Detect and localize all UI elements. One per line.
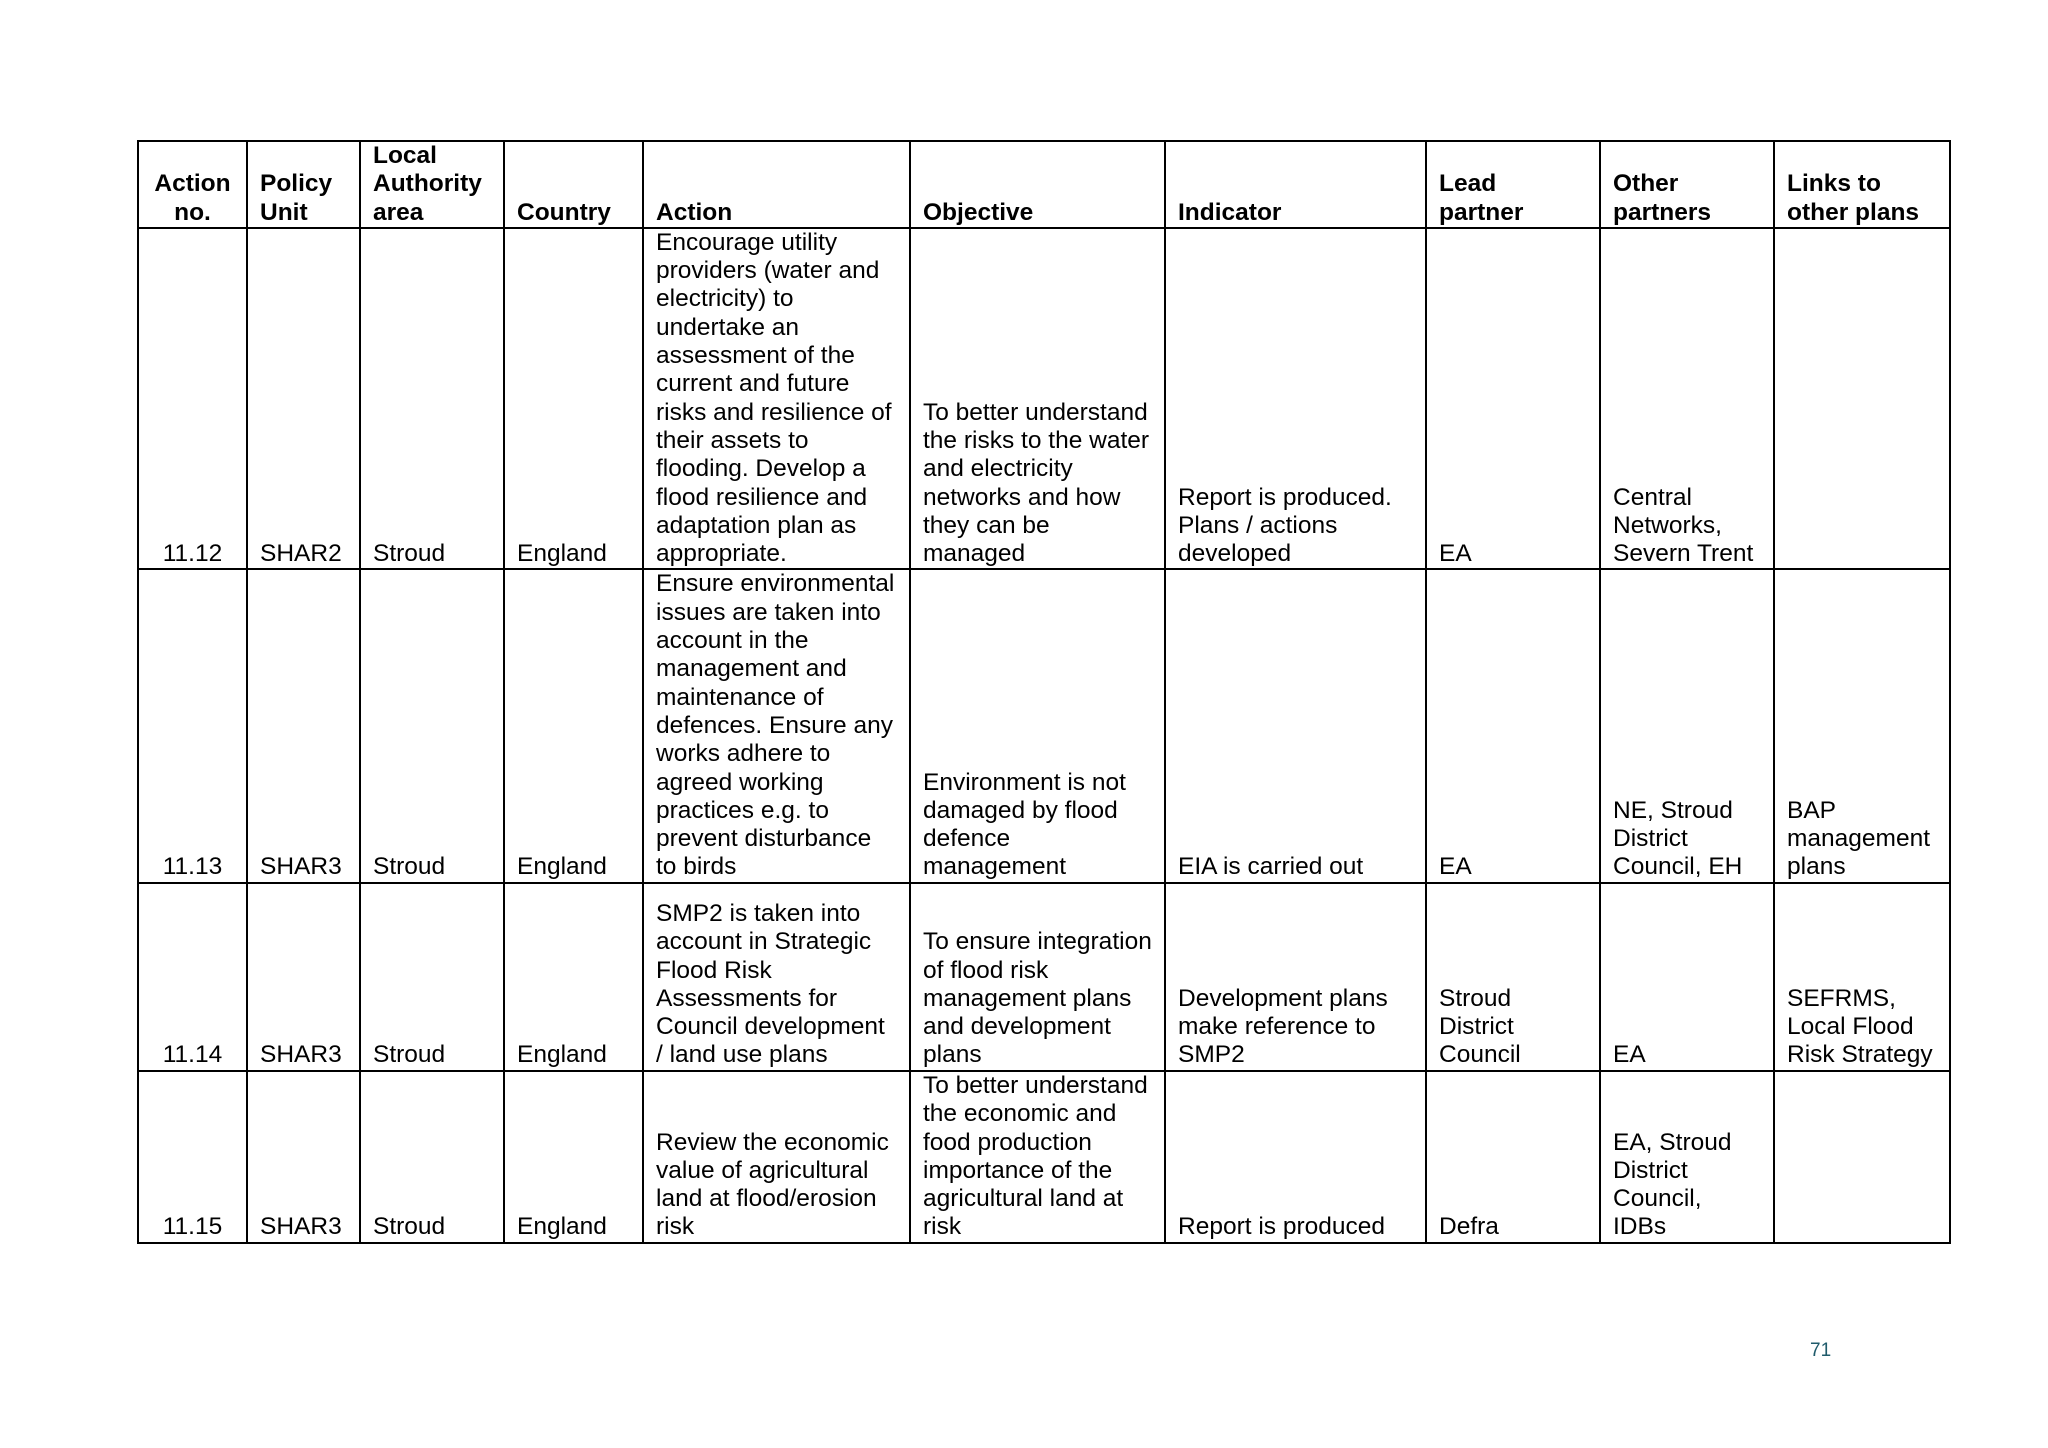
cell-links: SEFRMS, Local Flood Risk Strategy: [1774, 883, 1950, 1071]
header-links: Links to other plans: [1774, 141, 1950, 228]
cell-lead-partner: Stroud District Council: [1426, 883, 1600, 1071]
table-row: [138, 569, 1950, 882]
cell-links: BAP management plans: [1774, 569, 1950, 882]
cell-objective: To better understand the economic and food production importance of the agricultural land at risk: [910, 1071, 1165, 1243]
cell-lead-partner: EA: [1426, 569, 1600, 882]
cell-indicator: Report is produced. Plans / actions developed: [1165, 228, 1426, 570]
action-plan-table: [137, 140, 1951, 1244]
cell-policy-unit: SHAR3: [247, 883, 360, 1071]
cell-action: Ensure environmental issues are taken into account in the management and maintenance of defences. Ensure any works adhere to agreed working practices e.g. to prevent disturbance to birds: [643, 569, 910, 882]
header-lead-partner: Lead partner: [1426, 141, 1600, 228]
cell-country: England: [504, 883, 643, 1071]
cell-local-authority: Stroud: [360, 883, 504, 1071]
cell-policy-unit: SHAR2: [247, 228, 360, 570]
cell-action: SMP2 is taken into account in Strategic Flood Risk Assessments for Council development / land use plans: [643, 883, 910, 1071]
cell-country: England: [504, 1071, 643, 1243]
cell-links: [1774, 228, 1950, 570]
cell-action-no: 11.14: [138, 883, 247, 1071]
cell-indicator: Development plans make reference to SMP2: [1165, 883, 1426, 1071]
cell-indicator: EIA is carried out: [1165, 569, 1426, 882]
cell-lead-partner: EA: [1426, 228, 1600, 570]
header-other-partners: Other partners: [1600, 141, 1774, 228]
cell-action: Review the economic value of agricultural land at flood/erosion risk: [643, 1071, 910, 1243]
cell-action-no: 11.13: [138, 569, 247, 882]
table-header-row: [138, 141, 1950, 228]
header-action: Action: [643, 141, 910, 228]
header-action-no: Action no.: [138, 141, 247, 228]
cell-country: England: [504, 569, 643, 882]
cell-other-partners: NE, Stroud District Council, EH: [1600, 569, 1774, 882]
cell-local-authority: Stroud: [360, 1071, 504, 1243]
cell-links: [1774, 1071, 1950, 1243]
cell-lead-partner: Defra: [1426, 1071, 1600, 1243]
cell-other-partners: EA, Stroud District Council, IDBs: [1600, 1071, 1774, 1243]
cell-other-partners: EA: [1600, 883, 1774, 1071]
cell-action-no: 11.12: [138, 228, 247, 570]
header-indicator: Indicator: [1165, 141, 1426, 228]
cell-policy-unit: SHAR3: [247, 569, 360, 882]
cell-objective: To ensure integration of flood risk management plans and development plans: [910, 883, 1165, 1071]
cell-policy-unit: SHAR3: [247, 1071, 360, 1243]
cell-action: Encourage utility providers (water and electricity) to undertake an assessment of the current and future risks and resilience of their assets to flooding. Develop a flood resilience and adaptation plan as appropriate.: [643, 228, 910, 570]
page-number: 71: [1810, 1340, 1832, 1361]
cell-local-authority: Stroud: [360, 569, 504, 882]
cell-local-authority: Stroud: [360, 228, 504, 570]
cell-objective: To better understand the risks to the water and electricity networks and how they can be managed: [910, 228, 1165, 570]
cell-country: England: [504, 228, 643, 570]
cell-action-no: 11.15: [138, 1071, 247, 1243]
header-policy-unit: Policy Unit: [247, 141, 360, 228]
header-objective: Objective: [910, 141, 1165, 228]
table-row: [138, 883, 1950, 1071]
header-local-authority: Local Authority area: [360, 141, 504, 228]
cell-objective: Environment is not damaged by flood defence management: [910, 569, 1165, 882]
cell-indicator: Report is produced: [1165, 1071, 1426, 1243]
table-row: [138, 228, 1950, 570]
table-row: [138, 1071, 1950, 1243]
header-country: Country: [504, 141, 643, 228]
cell-other-partners: Central Networks, Severn Trent: [1600, 228, 1774, 570]
